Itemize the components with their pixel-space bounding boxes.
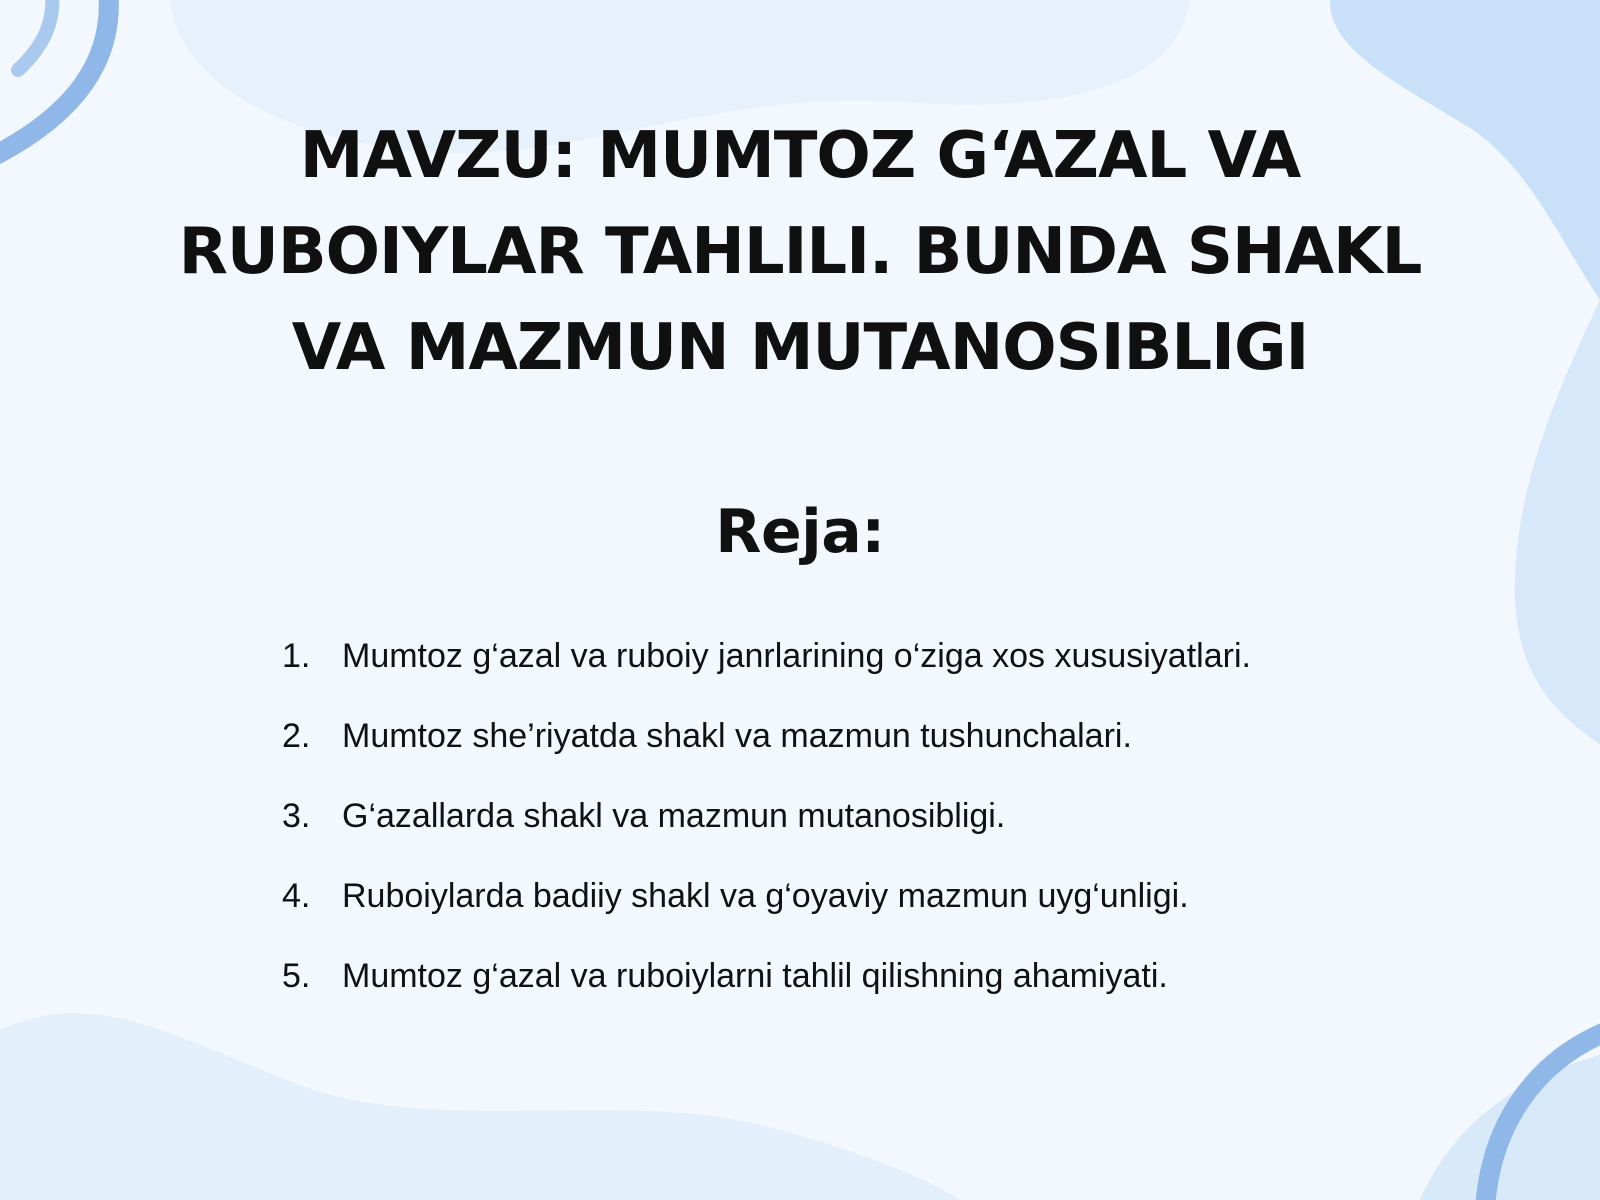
plan-item-text: Ruboiylarda badiiy shakl va g‘oyaviy mazmun uyg‘unligi. [342, 877, 1189, 915]
plan-heading: Reja: [715, 497, 885, 567]
plan-item-number: 5. [282, 957, 311, 995]
plan-item-1 [282, 636, 1402, 716]
plan-list [282, 636, 1402, 1036]
plan-item-3 [282, 796, 1402, 876]
plan-item-text: G‘azallarda shakl va mazmun mutanosibligi. [342, 797, 1006, 835]
plan-item-text: Mumtoz she’riyatda shakl va mazmun tushunchalari. [342, 717, 1132, 755]
plan-item-number: 4. [282, 877, 311, 915]
slide-title: MAVZU: MUMTOZ G‘AZAL VA RUBOIYLAR TAHLILI. BUNDA SHAKL VA MAZMUN MUTANOSIBLIGI [178, 119, 1422, 385]
plan-item-4 [282, 876, 1402, 956]
plan-item-number: 3. [282, 797, 311, 835]
plan-item-number: 1. [282, 637, 311, 675]
plan-item-5 [282, 956, 1402, 1036]
plan-item-text: Mumtoz g‘azal va ruboiy janrlarining o‘ziga xos xususiyatlari. [342, 637, 1251, 675]
plan-item-text: Mumtoz g‘azal va ruboiylarni tahlil qilishning ahamiyati. [342, 957, 1168, 995]
plan-item-number: 2. [282, 717, 311, 755]
plan-item-2 [282, 716, 1402, 796]
